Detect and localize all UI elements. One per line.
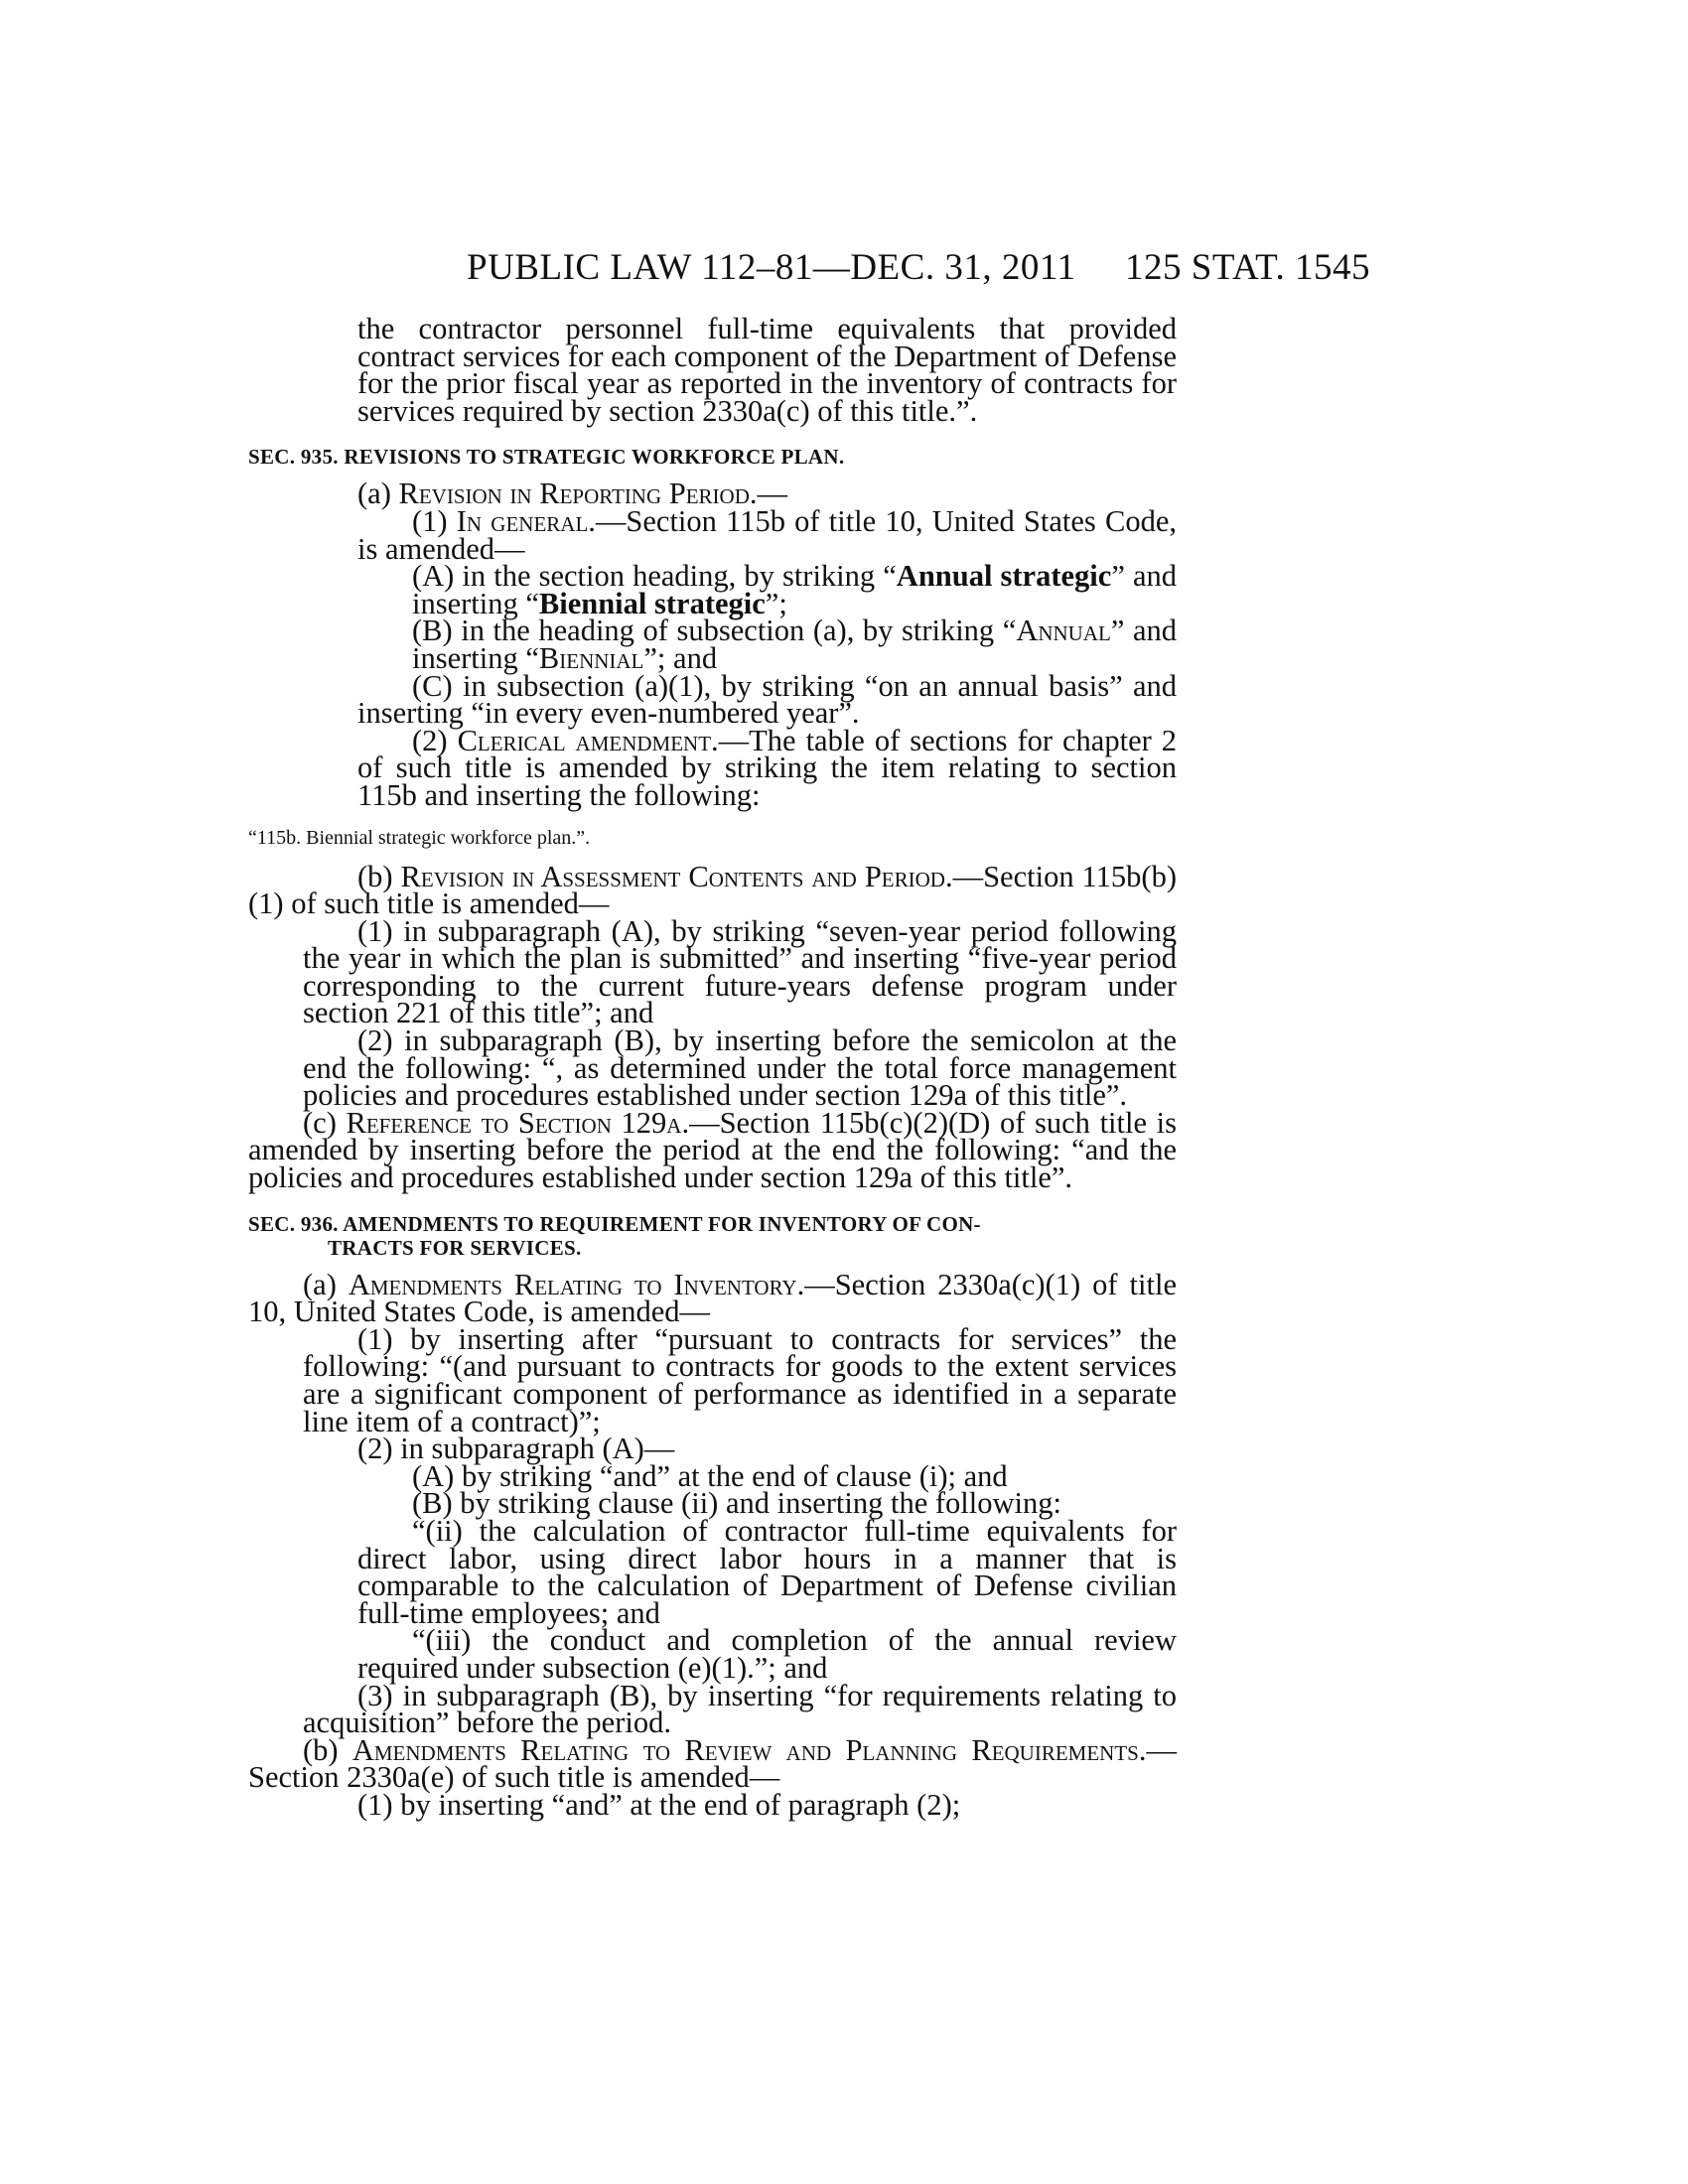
- sec935-subpara-B: [412, 614, 1177, 675]
- sec935-paragraph-a2: [357, 723, 1177, 812]
- sec935-a-dash: .—: [749, 477, 788, 511]
- law-citation-title: PUBLIC LAW 112–81—DEC. 31, 2011: [467, 247, 1076, 288]
- sec936-a2-subpara-A: (A) by striking “and” at the end of clause (i); and: [412, 1458, 1008, 1493]
- sec936-subsection-b: [248, 1732, 1177, 1795]
- sec936-a2-subpara-B: (B) by striking clause (ii) and inserting the following:: [412, 1486, 1061, 1521]
- sec936-a-text: .—Section 2330a(c)(1) of title 10, United States Code, is amended—: [248, 1267, 1177, 1329]
- sec935-a-label: (a): [357, 477, 399, 511]
- sec935-a2-label: (2): [412, 723, 458, 757]
- table-of-sections-item: “115b. Biennial strategic workforce plan.”.: [248, 826, 591, 849]
- sec936-b-text: .—Section 2330a(e) of such title is amended—: [248, 1732, 1177, 1795]
- sec935-c-label: (c): [303, 1105, 347, 1140]
- sec935-b-paragraph-2: (2) in subparagraph (B), by inserting before the semicolon at the end the following: “, as determined under the total force management policies and procedures established under section 129a of this title”.: [303, 1024, 1177, 1113]
- sec935-a-title: Revision in Reporting Period: [398, 477, 750, 511]
- sec935-subpara-C: (C) in subsection (a)(1), by striking “on an annual basis” and inserting “in every even-numbered year”.: [357, 668, 1177, 731]
- sec935-A-pre: (A) in the section heading, by striking “: [412, 559, 897, 594]
- section-935-heading: SEC. 935. REVISIONS TO STRATEGIC WORKFORCE PLAN.: [248, 445, 845, 470]
- sec936-b-label: (b): [303, 1732, 352, 1767]
- sec936-clause-ii: “(ii) the calculation of contractor full-time equivalents for direct labor, using direct labor hours in a manner that is comparable to the calculation of Department of Defense civilian full-time employees; and: [357, 1513, 1177, 1630]
- sec935-b-title: Revision in Assessment Contents and Period: [400, 859, 945, 893]
- sec936-subsection-a: [248, 1267, 1177, 1329]
- sec935-B-annual: Annual: [1016, 614, 1111, 648]
- sec935-b-label: (b): [357, 859, 401, 893]
- sec935-B-post: ”; and: [643, 640, 718, 675]
- sec936-a-label: (a): [303, 1267, 349, 1301]
- page-header: [298, 246, 1370, 296]
- sec935-c-text: .—Section 115b(c)(2)(D) of such title is amended by inserting before the period at the end the following: “and the policies and procedures established under section 129a of this title”.: [248, 1105, 1177, 1195]
- sec936-b-paragraph-1: (1) by inserting “and” at the end of paragraph (2);: [357, 1787, 961, 1822]
- sec936-clause-iii: “(iii) the conduct and completion of the annual review required under subsection (e)(1).”; and: [357, 1623, 1177, 1685]
- sec935-b-text: .—Section 115b(b)(1) of such title is amended—: [248, 859, 1177, 921]
- sec935-a1-label: (1): [412, 503, 457, 538]
- sec935-paragraph-a1: [303, 503, 1177, 566]
- sec935-B-pre: (B) in the heading of subsection (a), by striking “: [412, 614, 1017, 648]
- sec936-a-paragraph-2: (2) in subparagraph (A)—: [357, 1432, 675, 1466]
- sec936-a-title: Amendments Relating to Inventory: [348, 1267, 797, 1301]
- sec935-b-paragraph-1: (1) in subparagraph (A), by striking “seven-year period following the year in which the plan is submitted” and inserting “five-year period corresponding to the current future-years defense program under section 221 of this title”; and: [303, 913, 1177, 1030]
- sec935-A-post: ”;: [765, 586, 787, 620]
- sec935-A-bold-biennial: Biennial strategic: [538, 586, 766, 620]
- statute-page-number: 125 STAT. 1545: [1125, 247, 1370, 288]
- sec935-subsection-c: [248, 1105, 1177, 1195]
- section-936-heading-line2: TRACTS FOR SERVICES.: [328, 1235, 582, 1260]
- sec935-B-biennial: Biennial: [538, 640, 644, 675]
- sec935-subpara-A: [412, 559, 1177, 620]
- sec935-B-mid: ” and inserting “: [412, 614, 1177, 675]
- sec935-a2-title: Clerical amendment: [457, 723, 712, 757]
- sec935-a1-text: .—Section 115b of title 10, United States Code, is amended—: [357, 503, 1177, 566]
- sec936-b-title: Amendments Relating to Review and Planning Requirements: [352, 1732, 1139, 1767]
- section-936-heading: [248, 1212, 1177, 1260]
- sec935-A-bold-annual: Annual strategic: [896, 559, 1112, 594]
- sec935-a1-title: In general: [456, 503, 589, 538]
- sec935-c-title: Reference to Section 129a: [346, 1105, 682, 1140]
- sec935-subsection-b: [248, 859, 1177, 921]
- continuation-paragraph: the contractor personnel full-time equivalents that provided contract services for each component of the Department of Defense for the prior fiscal year as reported in the inventory of contracts for services required by section 2330a(c) of this title.”.: [357, 312, 1177, 428]
- sec936-a-paragraph-3: (3) in subparagraph (B), by inserting “for requirements relating to acquisition” before the period.: [303, 1678, 1177, 1740]
- sec936-a-paragraph-1: (1) by inserting after “pursuant to contracts for services” the following: “(and pursuant to contracts for goods to the extent services are a significant component of performance as identified in a separate line item of a contract)”;: [303, 1321, 1177, 1438]
- sec935-A-mid: ” and inserting “: [412, 559, 1177, 620]
- sec935-a2-text: .—The table of sections for chapter 2 of such title is amended by striking the item relating to section 115b and inserting the following:: [357, 723, 1177, 812]
- section-936-heading-line1: SEC. 936. AMENDMENTS TO REQUIREMENT FOR INVENTORY OF CON-: [248, 1211, 981, 1236]
- document-body: [248, 312, 1177, 1822]
